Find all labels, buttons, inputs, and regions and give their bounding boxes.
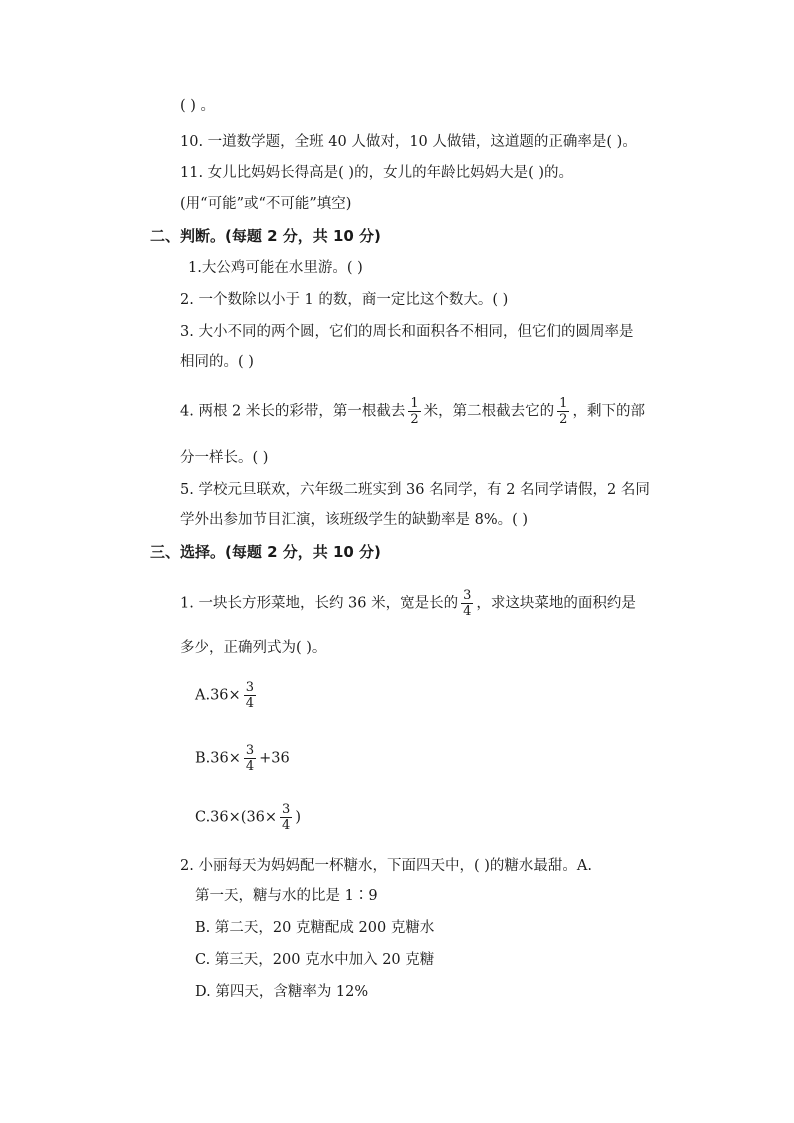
question-11: 11. 女儿比妈妈长得高是( )的，女儿的年龄比妈妈大是( )的。: [180, 165, 574, 181]
judge-q4-line2: 分一样长。( ): [180, 450, 269, 466]
choice-q2-option-c: C. 第三天，200 克水中加入 20 克糖: [195, 952, 435, 968]
fraction-three-quarters: $\frac{3}{4}$: [245, 743, 255, 774]
fraction-three-quarters: $\frac{3}{4}$: [245, 680, 254, 711]
judge-q3-line2: 相同的。( ): [180, 354, 254, 370]
judge-q4-line1: [180, 396, 645, 427]
judge-q5-line2: 学外出参加节目汇演，该班级学生的缺勤率是 8%。( ): [180, 512, 529, 528]
choice-q2-line1: 2. 小丽每天为妈妈配一杯糖水，下面四天中，( )的糖水最甜。A.: [180, 858, 592, 874]
choice-q1-text-b: ，求这块菜地的面积约是: [476, 595, 636, 612]
judge-q2: 2. 一个数除以小于 1 的数，商一定比这个数大。( ): [180, 292, 509, 308]
question-11-note: (用“可能”或“不可能”填空): [180, 196, 352, 212]
judge-q1: 1.大公鸡可能在水里游。( ): [188, 260, 363, 276]
option-b: [195, 743, 290, 774]
q9-tail: ( ) 。: [180, 98, 216, 114]
choice-q2-option-b: B. 第二天，20 克糖配成 200 克糖水: [195, 920, 435, 936]
choice-q1-line2: 多少，正确列式为( )。: [180, 640, 327, 656]
fraction-three-quarters: $\frac{3}{4}$: [463, 588, 472, 619]
section-3-title: 三、选择。(每题 2 分，共 10 分): [150, 543, 381, 561]
judge-q3-line1: 3. 大小不同的两个圆，它们的周长和面积各不相同，但它们的圆周率是: [180, 324, 634, 340]
fraction-one-half: $\frac{1}{2}$: [410, 396, 419, 427]
choice-q1-text-a: 1. 一块长方形菜地，长约 36 米，宽是长的: [180, 595, 459, 612]
judge-q4-text-c: ，剩下的部: [572, 403, 645, 420]
choice-q2-line2: 第一天，糖与水的比是 1∶9: [195, 888, 378, 904]
option-b-label: B.36×: [195, 750, 241, 767]
section-2-title: 二、判断。(每题 2 分，共 10 分): [150, 227, 381, 245]
option-c: [195, 802, 301, 833]
choice-q2-option-d: D. 第四天，含糖率为 12%: [195, 984, 369, 1000]
judge-q5-line1: 5. 学校元旦联欢，六年级二班实到 36 名同学，有 2 名同学请假，2 名同: [180, 482, 650, 498]
option-a: [195, 680, 259, 711]
fraction-three-quarters: $\frac{3}{4}$: [282, 802, 291, 833]
option-c-tail: ): [295, 809, 301, 826]
choice-q1-line1: [180, 588, 636, 619]
option-c-label: C.36×(36×: [195, 809, 278, 826]
judge-q4-text-b: 米，第二根截去它的: [423, 403, 555, 420]
option-b-tail: +36: [259, 750, 290, 767]
option-a-label: A.36×: [195, 687, 241, 704]
fraction-one-half: $\frac{1}{2}$: [559, 396, 568, 427]
question-10: 10. 一道数学题，全班 40 人做对，10 人做错，这道题的正确率是( )。: [180, 134, 637, 150]
judge-q4-text-a: 4. 两根 2 米长的彩带，第一根截去: [180, 403, 406, 420]
